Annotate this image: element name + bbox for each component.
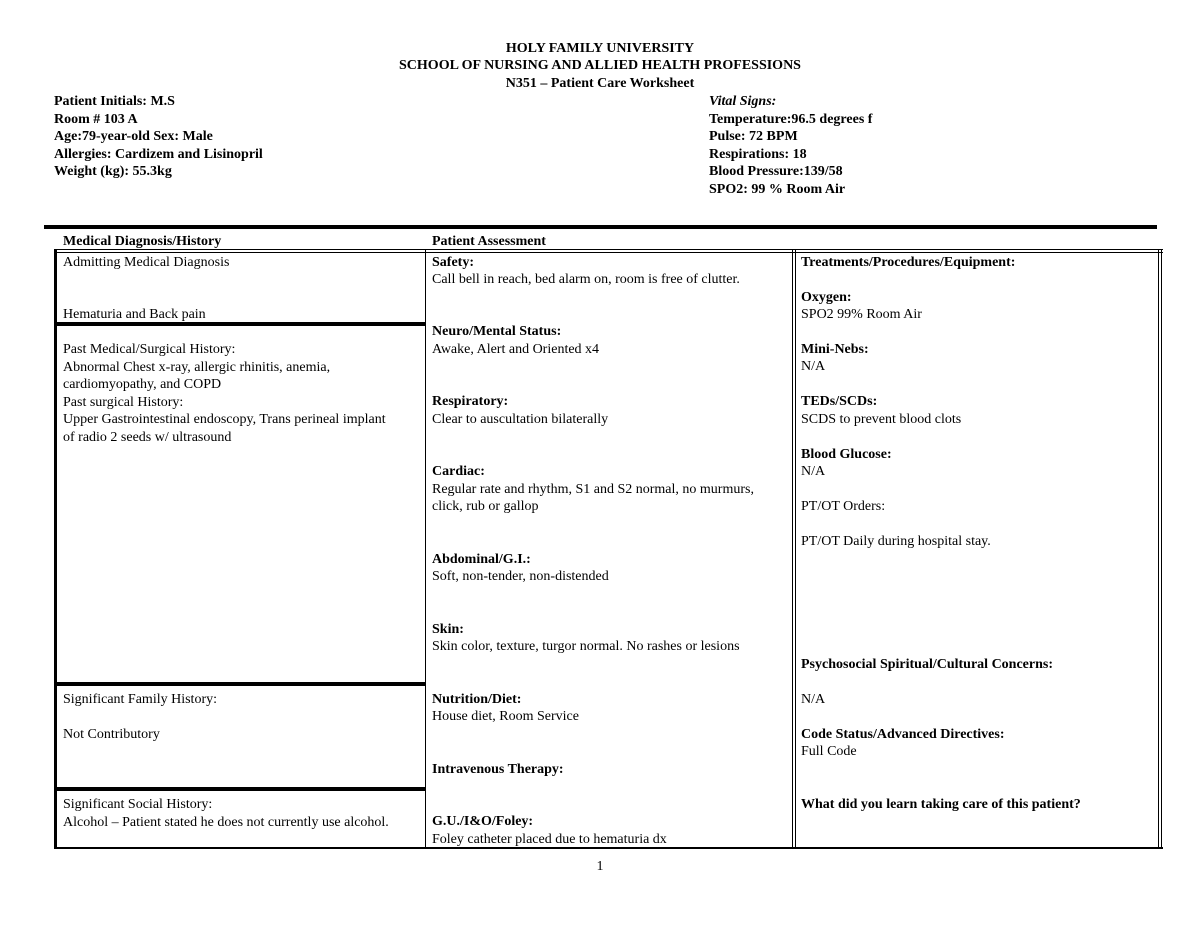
spo2: SPO2: 99 % Room Air — [709, 181, 846, 197]
vital-signs — [709, 93, 872, 198]
table-top-rule — [44, 225, 1157, 229]
respiratory-label: Respiratory: — [432, 394, 509, 409]
patient-initials: Patient Initials: M.S — [54, 94, 175, 109]
family-history-value: Not Contributory — [63, 727, 160, 742]
history-separator-3 — [54, 787, 426, 791]
mini-nebs-value: N/A — [801, 359, 826, 374]
abdominal-value: Soft, non-tender, non-distended — [432, 569, 609, 584]
patient-info — [54, 93, 263, 181]
university-title: HOLY FAMILY UNIVERSITY — [505, 41, 695, 56]
table-right-border-b — [1161, 249, 1162, 849]
weight: Weight (kg): 55.3kg — [54, 164, 172, 179]
pulse: Pulse: 72 BPM — [709, 129, 798, 144]
oxygen-value: SPO2 99% Room Air — [801, 307, 922, 322]
col-header-assessment: Patient Assessment — [432, 234, 546, 249]
neuro-value: Awake, Alert and Oriented x4 — [432, 342, 600, 357]
past-history-line1: Abnormal Chest x-ray, allergic rhinitis, anemia, — [63, 359, 331, 375]
code-status-value: Full Code — [801, 744, 857, 759]
surgical-history-line2: of radio 2 seeds w/ ultrasound — [63, 429, 232, 445]
vital-signs-title: Vital Signs: — [709, 94, 777, 109]
past-history-label: Past Medical/Surgical History: — [63, 342, 236, 357]
social-history-value: Alcohol – Patient stated he does not currently use alcohol. — [63, 815, 389, 830]
past-history-line2: cardiomyopathy, and COPD — [63, 377, 222, 392]
history-separator-2 — [54, 682, 426, 686]
psychosocial-label: Psychosocial Spiritual/Cultural Concerns: — [801, 657, 1054, 672]
admitting-label: Admitting Medical Diagnosis — [63, 255, 230, 270]
ptot-orders-value: PT/OT Daily during hospital stay. — [801, 534, 991, 549]
teds-scds-value: SCDS to prevent blood clots — [801, 412, 962, 427]
ptot-orders-label: PT/OT Orders: — [801, 499, 886, 514]
gu-value: Foley catheter placed due to hematuria dx — [432, 832, 667, 847]
safety-label: Safety: — [432, 255, 474, 270]
iv-therapy-label: Intravenous Therapy: — [432, 762, 564, 777]
school-title: SCHOOL OF NURSING AND ALLIED HEALTH PROFESSIONS — [399, 58, 801, 73]
family-history-label: Significant Family History: — [63, 692, 217, 707]
cardiac-line1: Regular rate and rhythm, S1 and S2 normal, no murmurs, — [432, 482, 754, 497]
admitting-value: Hematuria and Back pain — [63, 307, 206, 322]
gu-label: G.U./I&O/Foley: — [432, 814, 534, 829]
col-header-diagnosis: Medical Diagnosis/History — [63, 234, 222, 249]
psychosocial-value: N/A — [801, 692, 826, 707]
abdominal-label: Abdominal/G.I.: — [432, 552, 531, 567]
nutrition-value: House diet, Room Service — [432, 709, 579, 724]
col-divider-2a — [792, 249, 793, 849]
cardiac-line2: click, rub or gallop — [432, 499, 539, 514]
blood-glucose-label: Blood Glucose: — [801, 447, 892, 462]
col-divider-1 — [425, 249, 426, 849]
learning-label: What did you learn taking care of this patient? — [801, 797, 1081, 812]
neuro-label: Neuro/Mental Status: — [432, 324, 562, 339]
mini-nebs-label: Mini-Nebs: — [801, 342, 869, 357]
table-right-border-a — [1158, 249, 1159, 849]
respiratory-value: Clear to auscultation bilaterally — [432, 412, 609, 427]
room-number: Room # 103 A — [54, 111, 138, 127]
safety-value: Call bell in reach, bed alarm on, room is free of clutter. — [432, 272, 740, 287]
surgical-history-label: Past surgical History: — [63, 394, 184, 410]
teds-scds-label: TEDs/SCDs: — [801, 394, 878, 409]
nutrition-label: Nutrition/Diet: — [432, 692, 522, 707]
age-sex: Age:79-year-old Sex: Male — [54, 129, 213, 144]
col-divider-2b — [795, 249, 796, 849]
allergies: Allergies: Cardizem and Lisinopril — [54, 146, 263, 162]
social-history-label: Significant Social History: — [63, 797, 213, 812]
page-number: 1 — [596, 859, 604, 874]
treatments-title: Treatments/Procedures/Equipment: — [801, 255, 1016, 270]
table-header-rule-2 — [54, 252, 1163, 253]
worksheet-title: N351 – Patient Care Worksheet — [505, 76, 695, 91]
skin-value: Skin color, texture, turgor normal. No rashes or lesions — [432, 639, 740, 654]
surgical-history-line1: Upper Gastrointestinal endoscopy, Trans perineal implant — [63, 412, 386, 427]
temperature: Temperature:96.5 degrees f — [709, 111, 873, 127]
oxygen-label: Oxygen: — [801, 290, 852, 305]
blood-glucose-value: N/A — [801, 464, 826, 479]
blood-pressure: Blood Pressure:139/58 — [709, 164, 843, 179]
table-left-border — [54, 249, 57, 849]
skin-label: Skin: — [432, 622, 464, 637]
cardiac-label: Cardiac: — [432, 464, 485, 479]
respirations: Respirations: 18 — [709, 146, 807, 162]
code-status-label: Code Status/Advanced Directives: — [801, 727, 1005, 742]
past-history — [63, 341, 423, 446]
